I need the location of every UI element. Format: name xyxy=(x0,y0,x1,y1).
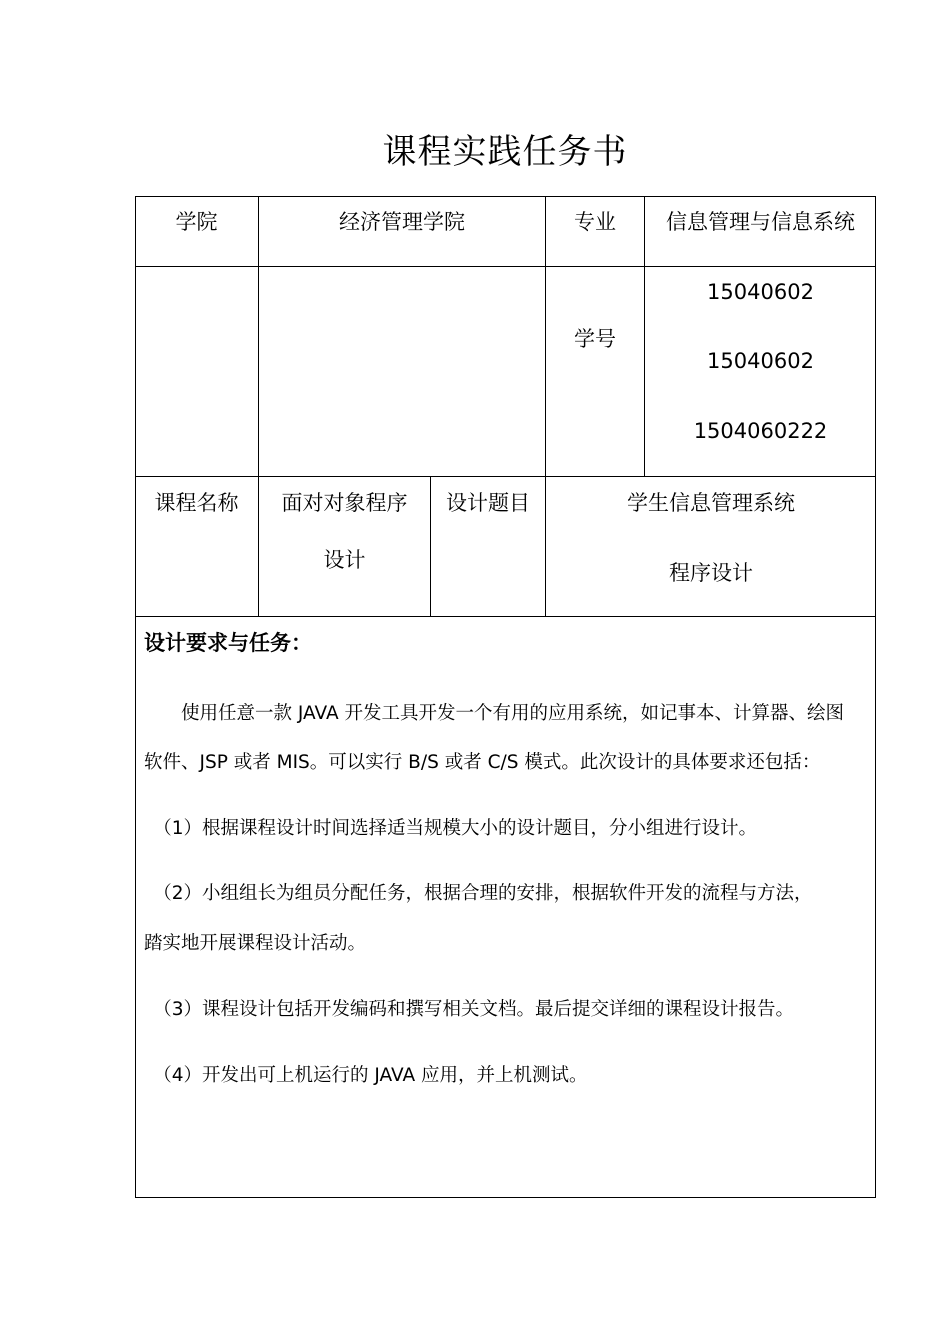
topic-value-line1: 学生信息管理系统 xyxy=(627,491,795,515)
requirement-line: （2）小组组长为组员分配任务，根据合理的安排，根据软件开发的流程与方法， xyxy=(144,883,813,904)
topic-label: 设计题目 xyxy=(446,491,530,515)
college-value: 经济管理学院 xyxy=(339,210,465,234)
row-divider-1 xyxy=(135,266,876,267)
requirements-heading: 设计要求与任务： xyxy=(144,631,312,655)
document-title: 课程实践任务书 xyxy=(382,132,628,172)
college-label: 学院 xyxy=(175,210,218,234)
student-id-2: 15040602 xyxy=(707,349,814,373)
student-id-label: 学号 xyxy=(574,327,616,351)
student-id-3: 1504060222 xyxy=(693,419,828,443)
requirement-line: （4）开发出可上机运行的 JAVA 应用，并上机测试。 xyxy=(144,1065,588,1086)
requirement-line: （1）根据课程设计时间选择适当规模大小的设计题目，分小组进行设计。 xyxy=(144,818,758,839)
requirement-line: 使用任意一款 JAVA 开发工具开发一个有用的应用系统，如记事本、计算器、绘图 xyxy=(144,703,844,724)
col-divider-b xyxy=(545,196,546,616)
student-id-1: 15040602 xyxy=(707,280,814,304)
row-divider-3 xyxy=(135,616,876,617)
course-value-line1: 面对对象程序 xyxy=(281,491,408,515)
major-value: 信息管理与信息系统 xyxy=(666,210,855,234)
course-value-line2: 设计 xyxy=(323,548,366,572)
requirement-line: （3）课程设计包括开发编码和撰写相关文档。最后提交详细的课程设计报告。 xyxy=(144,999,795,1020)
course-label: 课程名称 xyxy=(154,491,239,515)
major-label: 专业 xyxy=(574,210,616,234)
topic-value-line2: 程序设计 xyxy=(669,561,753,585)
row-divider-2 xyxy=(135,476,876,477)
requirement-line: 软件、JSP 或者 MIS。可以实行 B/S 或者 C/S 模式。此次设计的具体要求还包括： xyxy=(144,752,821,773)
requirement-line: 踏实地开展课程设计活动。 xyxy=(144,933,367,954)
